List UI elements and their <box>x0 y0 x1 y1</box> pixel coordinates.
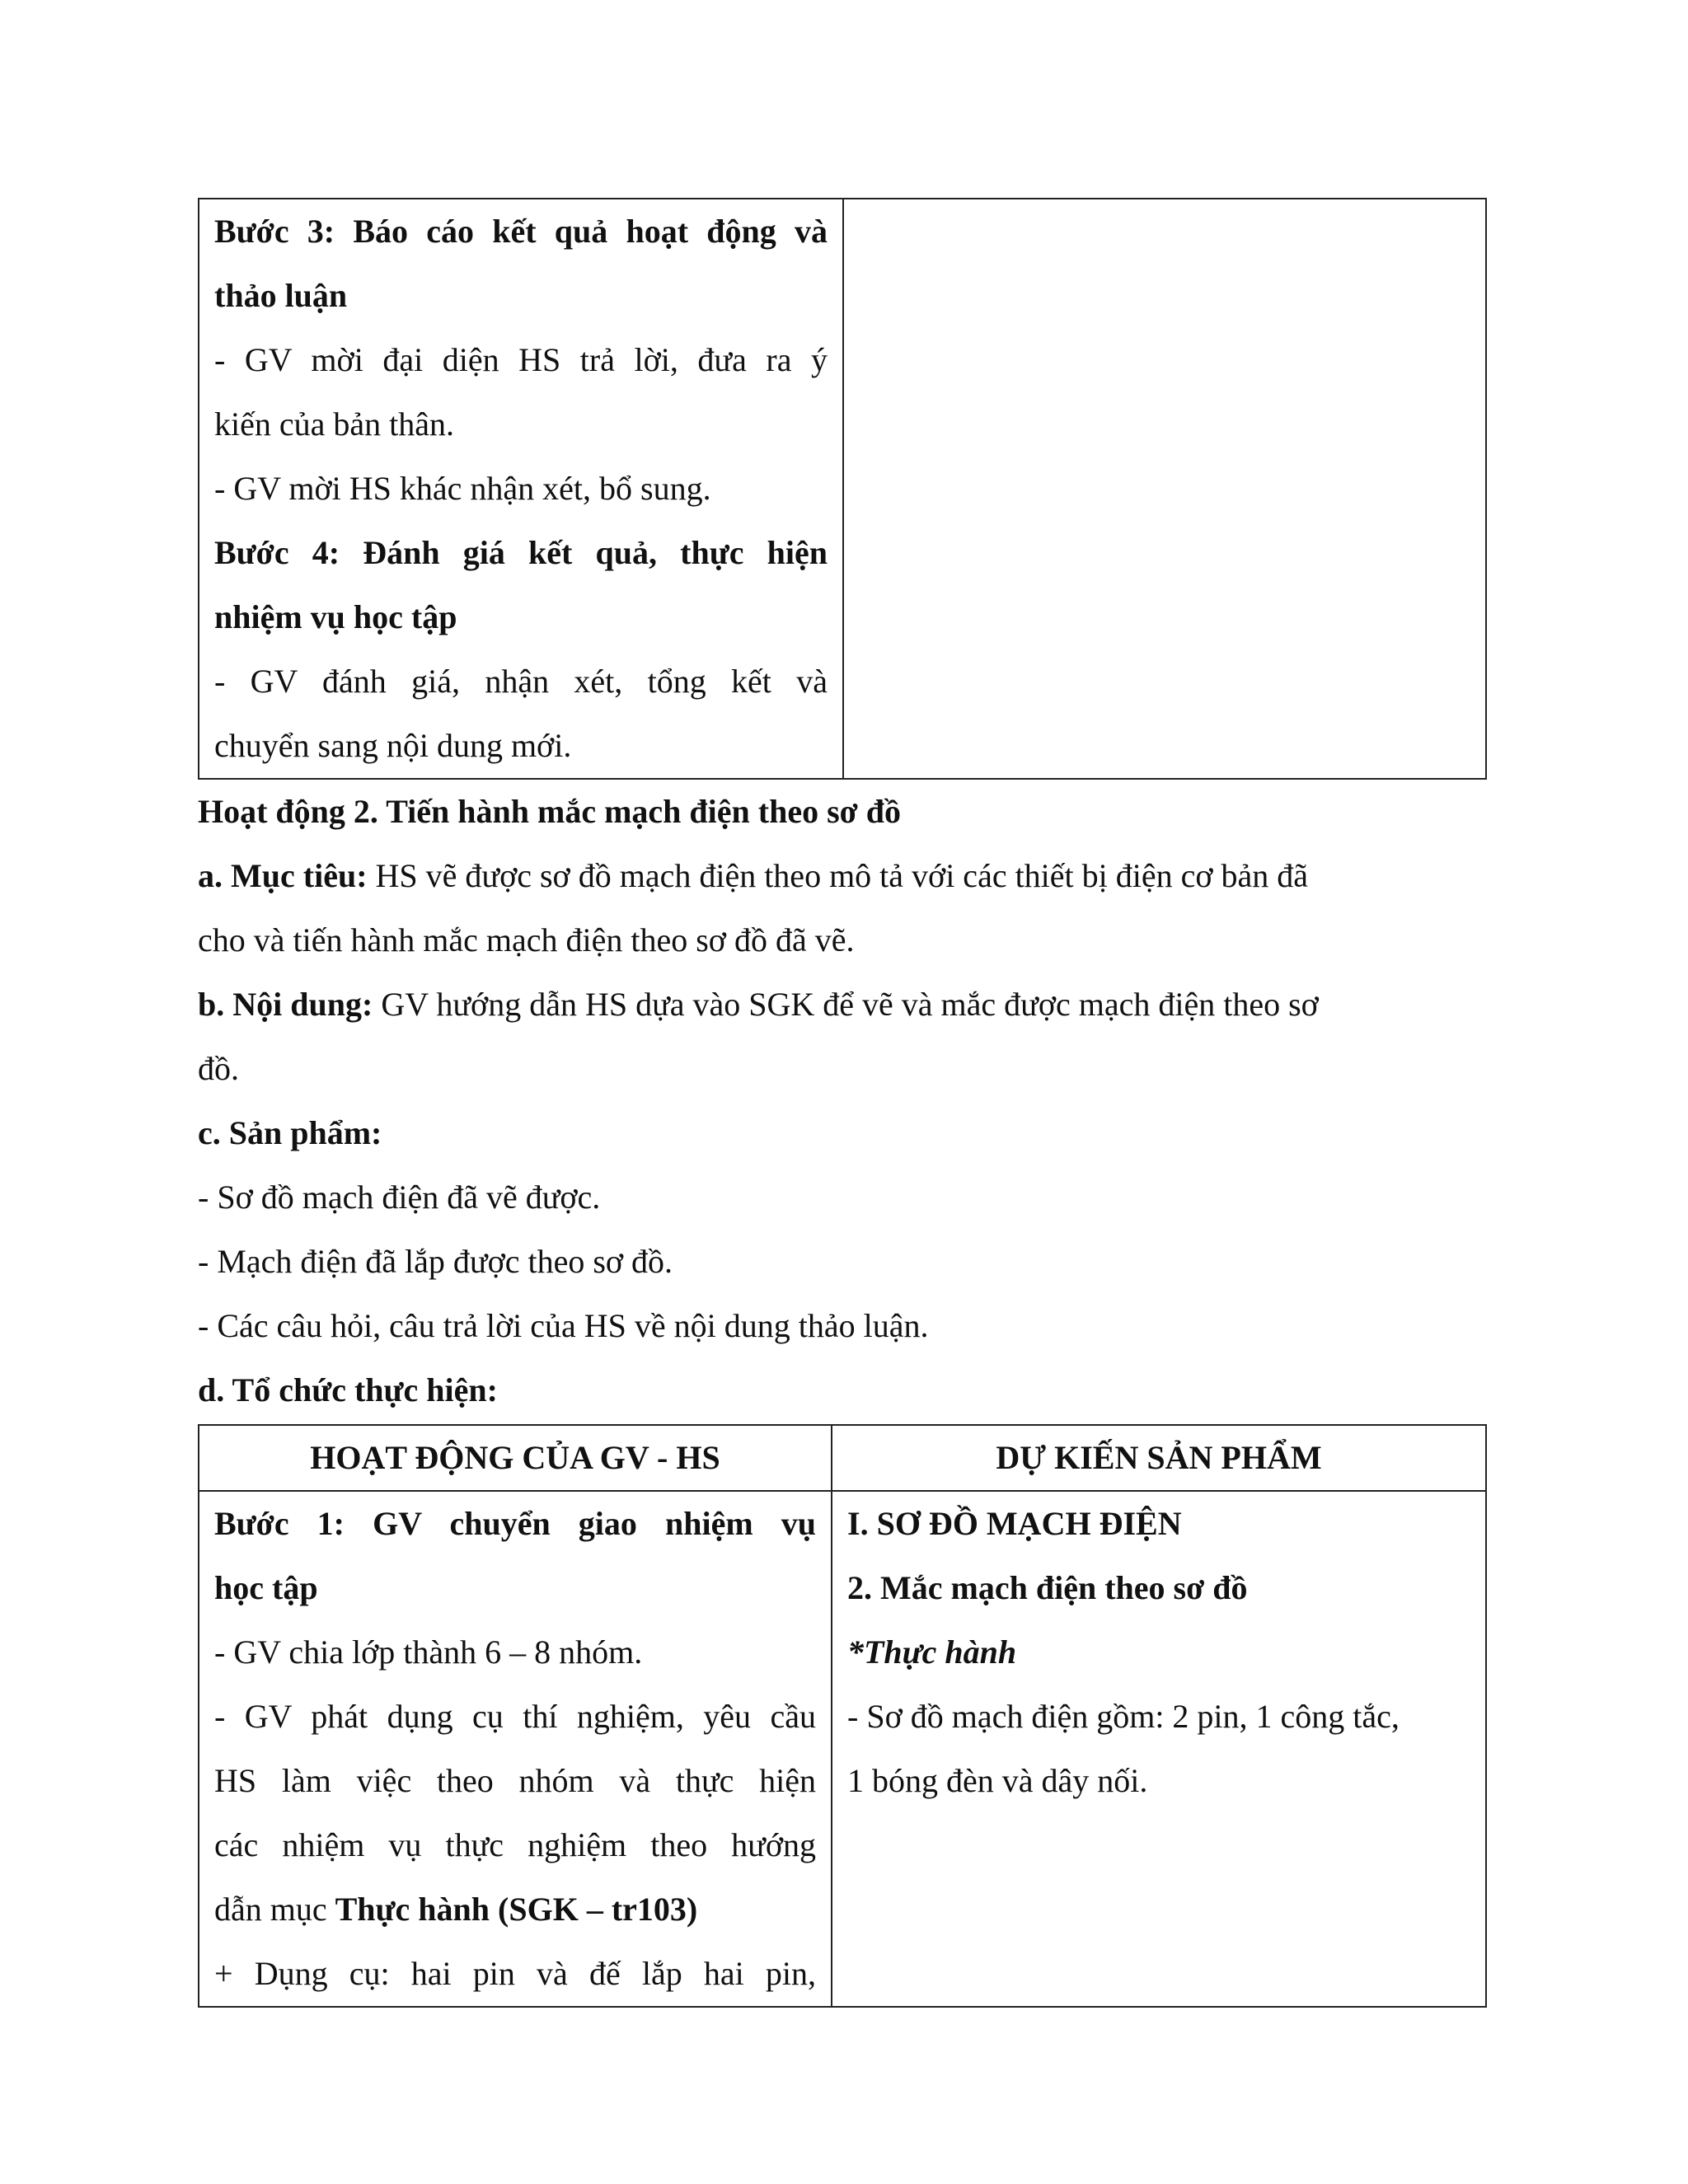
header-teacher-student-activity: HOẠT ĐỘNG CỦA GV - HS <box>199 1425 832 1491</box>
guide-prefix: dẫn mục <box>214 1891 335 1928</box>
expected-product-cell <box>832 1491 1486 2007</box>
header-expected-product: DỰ KIẾN SẢN PHẨM <box>832 1425 1486 1491</box>
product-item: - Mạch điện đã lắp được theo sơ đồ. <box>198 1243 673 1280</box>
objective-line1 <box>198 844 1485 908</box>
guide-reference: Thực hành (SGK – tr103) <box>335 1891 698 1928</box>
step3-item1-line2: kiến của bản thân. <box>214 405 454 443</box>
objective-text: HS vẽ được sơ đồ mạch điện theo mô tả với các thiết bị điện cơ bản đã <box>367 857 1309 894</box>
content-line2: đồ. <box>198 1050 239 1087</box>
content-line1 <box>198 972 1485 1037</box>
step1-item2-line1: - GV phát dụng cụ thí nghiệm, yêu cầu <box>214 1698 816 1735</box>
document-page <box>198 198 1485 2008</box>
subsection-title: 2. Mắc mạch điện theo sơ đồ <box>847 1569 1248 1606</box>
step1-item2-line2: HS làm việc theo nhóm và thực hiện <box>214 1762 816 1799</box>
step4-title-line1: Bước 4: Đánh giá kết quả, thực hiện <box>214 534 828 571</box>
activity-table-1 <box>198 198 1487 780</box>
activity-2-heading: Hoạt động 2. Tiến hành mắc mạch điện theo sơ đồ <box>198 793 902 830</box>
step3-item2: - GV mời HS khác nhận xét, bổ sung. <box>214 470 711 507</box>
product-label: c. Sản phẩm: <box>198 1114 382 1151</box>
tools-line: + Dụng cụ: hai pin và đế lắp hai pin, <box>214 1955 816 1992</box>
step1-item2-line4 <box>214 1877 816 1942</box>
step1-item1: - GV chia lớp thành 6 – 8 nhóm. <box>214 1633 643 1671</box>
step3-item1-line1: - GV mời đại diện HS trả lời, đưa ra ý <box>214 341 828 378</box>
practice-label: *Thực hành <box>847 1633 1017 1671</box>
product-item: - Sơ đồ mạch điện đã vẽ được. <box>198 1179 601 1216</box>
table-row <box>199 199 1486 779</box>
content-label: b. Nội dung: <box>198 986 373 1023</box>
content-text: GV hướng dẫn HS dựa vào SGK để vẽ và mắc được mạch điện theo sơ <box>373 986 1319 1023</box>
objective-line2: cho và tiến hành mắc mạch điện theo sơ đồ đã vẽ. <box>198 921 855 958</box>
section-title: I. SƠ ĐỒ MẠCH ĐIỆN <box>847 1505 1182 1542</box>
step1-item2-line3: các nhiệm vụ thực nghiệm theo hướng <box>214 1826 816 1863</box>
organize-label: d. Tổ chức thực hiện: <box>198 1371 498 1408</box>
step3-title-line2: thảo luận <box>214 277 348 314</box>
step3-title-line1: Bước 3: Báo cáo kết quả hoạt động và <box>214 213 828 250</box>
expected-product-cell <box>843 199 1486 779</box>
circuit-description-line1: - Sơ đồ mạch điện gồm: 2 pin, 1 công tắc, <box>847 1698 1400 1735</box>
table-header-row <box>199 1425 1486 1491</box>
circuit-description-line2: 1 bóng đèn và dây nối. <box>847 1762 1148 1799</box>
activity-table-2 <box>198 1424 1487 2008</box>
step1-title-line1: Bước 1: GV chuyển giao nhiệm vụ <box>214 1505 816 1542</box>
objective-label: a. Mục tiêu: <box>198 857 368 894</box>
table-row <box>199 1491 1486 2007</box>
step4-item1-line1: - GV đánh giá, nhận xét, tổng kết và <box>214 663 828 700</box>
teacher-student-activity-cell <box>199 199 843 779</box>
step4-item1-line2: chuyển sang nội dung mới. <box>214 727 572 764</box>
step4-title-line2: nhiệm vụ học tập <box>214 598 457 635</box>
step1-title-line2: học tập <box>214 1569 318 1606</box>
teacher-student-activity-cell <box>199 1491 832 2007</box>
product-item: - Các câu hỏi, câu trả lời của HS về nội dung thảo luận. <box>198 1307 929 1344</box>
